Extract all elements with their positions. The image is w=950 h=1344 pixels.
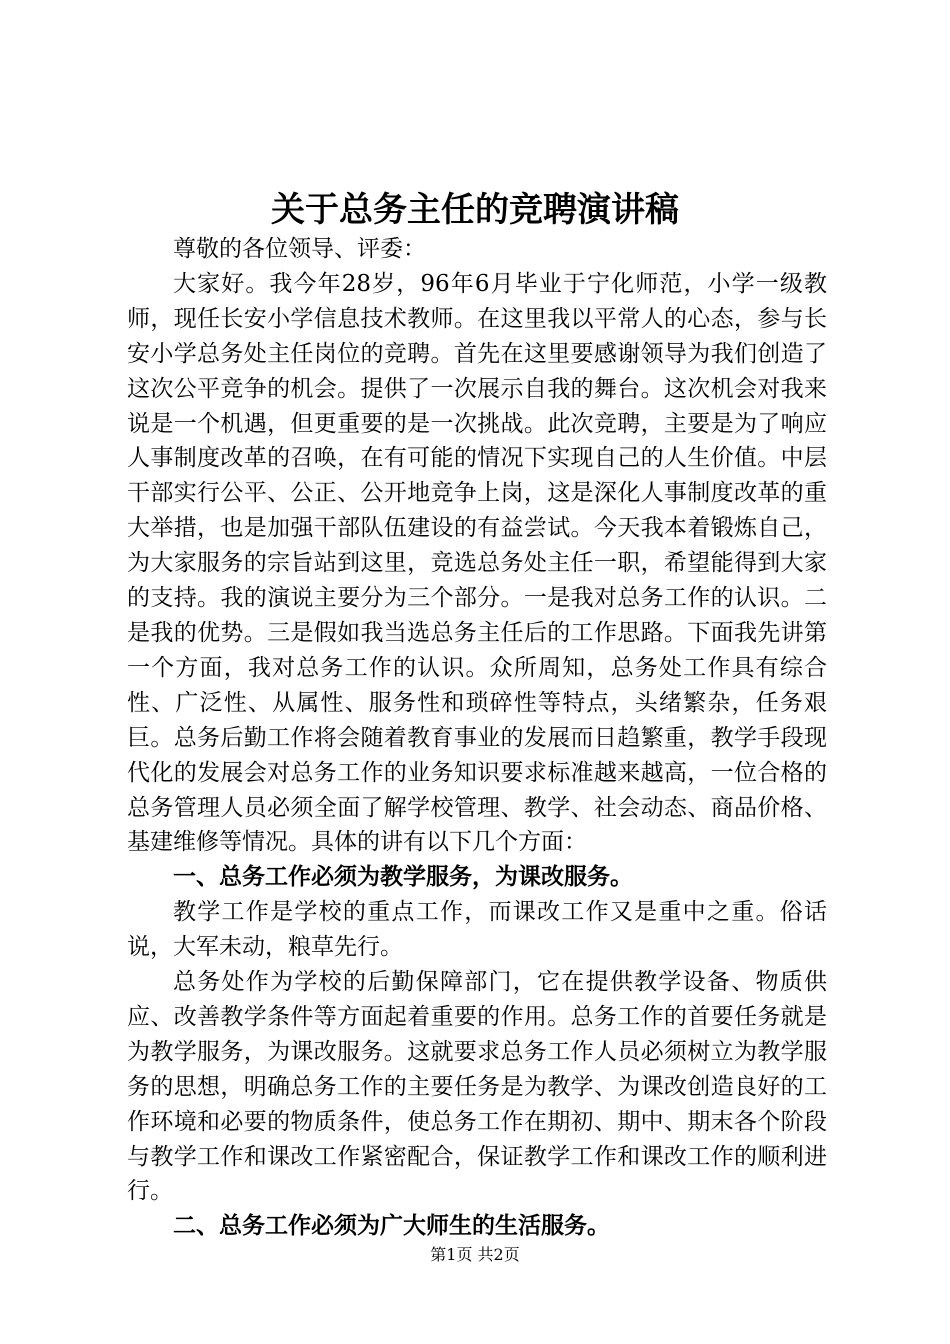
body-paragraph: 总务处作为学校的后勤保障部门，它在提供教学设备、物质供应、改善教学条件等方面起着重要的作用。总务工作的首要任务就是为教学服务，为课改服务。这就要求总务工作人员必须树立为教学服务的思想，明确总务工作的主要任务是为教学、为课改创造良好的工作环境和必要的物质条件，使总务工作在期初、期中、期末各个阶段与教学工作和课改工作紧密配合，保证教学工作和课改工作的顺利进行。 (127, 969, 827, 1205)
document-body (127, 232, 827, 1244)
body-paragraph: 教学工作是学校的重点工作，而课改工作又是重中之重。俗话说，大军未动，粮草先行。 (127, 899, 827, 961)
section-heading-1: 一、总务工作必须为教学服务，为课改服务。 (173, 864, 633, 891)
salutation-paragraph: 尊敬的各位领导、评委： (173, 236, 426, 262)
section-heading-2: 二、总务工作必须为广大师生的生活服务。 (173, 1213, 610, 1240)
intro-paragraph: 大家好。我今年28岁，96年6月毕业于宁化师范，小学一级教师，现任长安小学信息技术教师。在这里我以平常人的心态，参与长安小学总务处主任岗位的竞聘。首先在这里要感谢领导为我们创造了这次公平竞争的机会。提供了一次展示自我的舞台。这次机会对我来说是一个机遇，但更重要的是一次挑战。此次竞聘，主要是为了响应人事制度改革的召唤，在有可能的情况下实现自己的人生价值。中层干部实行公平、公正、公开地竞争上岗，这是深化人事制度改革的重大举措，也是加强干部队伍建设的有益尝试。今天我本着锻炼自己，为大家服务的宗旨站到这里，竞选总务处主任一职，希望能得到大家的支持。我的演说主要分为三个部分。一是我对总务工作的认识。二是我的优势。三是假如我当选总务主任后的工作思路。下面我先讲第一个方面，我对总务工作的认识。众所周知，总务处工作具有综合性、广泛性、从属性、服务性和琐碎性等特点，头绪繁杂，任务艰巨。总务后勤工作将会随着教育事业的发展而日趋繁重，教学手段现代化的发展会对总务工作的业务知识要求标准越来越高，一位合格的总务管理人员必须全面了解学校管理、教学、社会动态、商品价格、基建维修等情况。具体的讲有以下几个方面： (127, 270, 827, 856)
document-title: 关于总务主任的竞聘演讲稿 (271, 190, 679, 230)
page-footer: 第1页 共2页 (430, 1245, 520, 1264)
